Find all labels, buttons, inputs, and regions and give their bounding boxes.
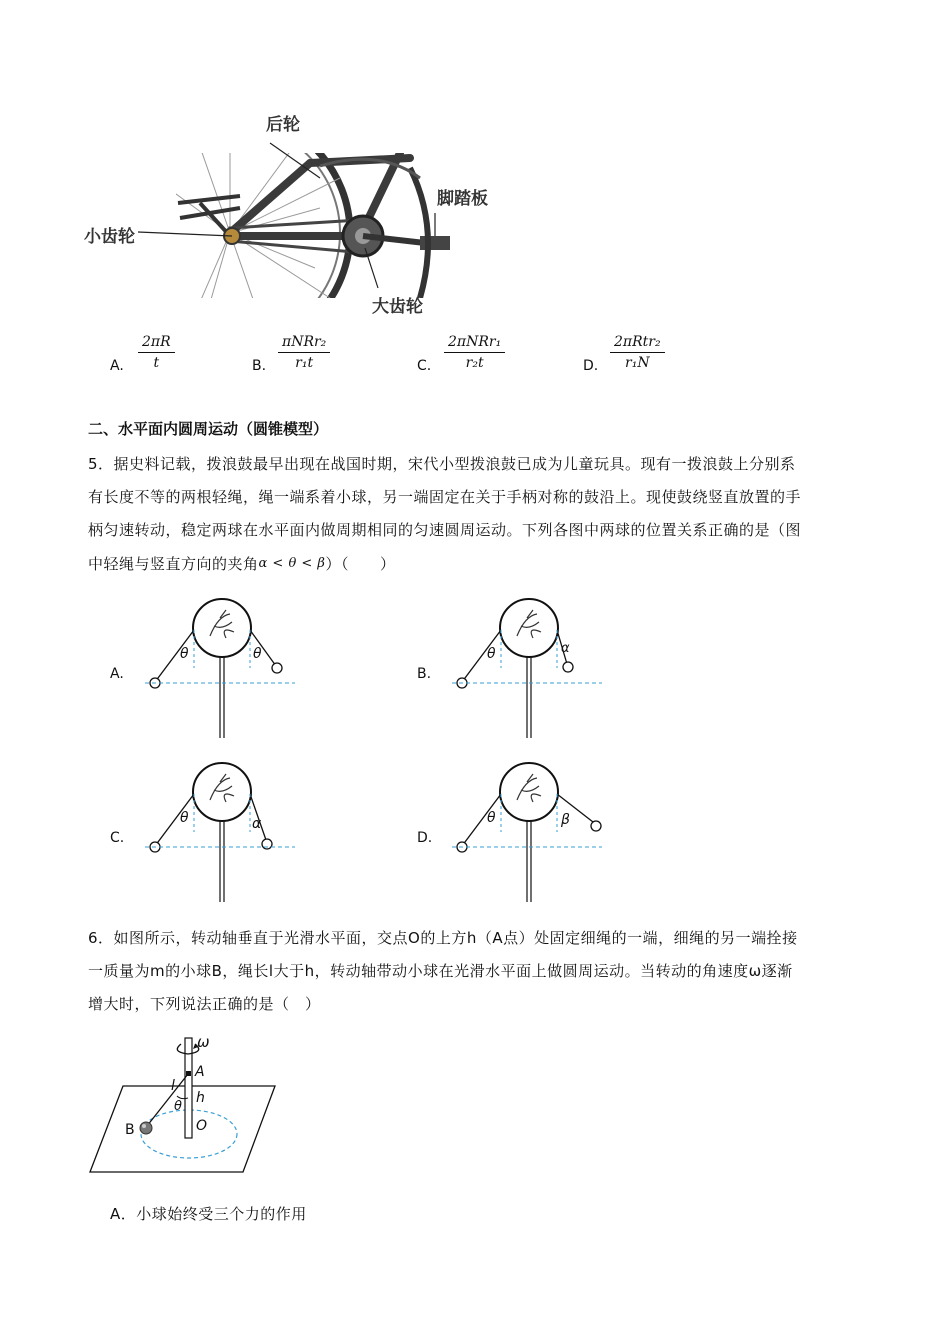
q4-option-d-num: 2πRtr₂ bbox=[610, 334, 665, 353]
q4-option-b-letter[interactable]: B. bbox=[252, 358, 267, 374]
q5-option-a-diagram bbox=[140, 596, 305, 741]
q5-option-d-letter[interactable]: D. bbox=[417, 830, 433, 846]
q5-d-left-angle: θ bbox=[487, 810, 496, 826]
q6-option-a[interactable]: A．小球始终受三个力的作用 bbox=[110, 1205, 307, 1223]
q5-d-right-angle: β bbox=[561, 812, 570, 828]
q5-option-c-letter[interactable]: C. bbox=[110, 830, 125, 846]
q6-text bbox=[88, 922, 868, 1021]
section-title: 二、水平面内圆周运动（圆锥模型） bbox=[88, 420, 329, 438]
q6-line-1: 6．如图所示，转动轴垂直于光滑水平面，交点O的上方h（A点）处固定细绳的一端，细绳的另一端拴接 bbox=[88, 929, 798, 947]
q5-b-left-angle: θ bbox=[487, 646, 496, 662]
q5-option-b-letter[interactable]: B. bbox=[417, 666, 432, 682]
q5-text bbox=[88, 448, 868, 581]
q5-line-4-post: ）（ ） bbox=[325, 555, 396, 573]
q6-theta-label: θ bbox=[174, 1099, 182, 1114]
q4-option-a-den: t bbox=[153, 355, 160, 371]
q5-a-right-angle: θ bbox=[253, 646, 262, 662]
q5-line-4-pre: 中轻绳与竖直方向的夹角 bbox=[88, 555, 259, 573]
q4-option-d-den: r₁N bbox=[625, 355, 650, 371]
q4-option-c-den: r₂t bbox=[465, 355, 484, 371]
q6-omega-label: ω bbox=[197, 1033, 210, 1051]
label-small-gear: 小齿轮 bbox=[84, 227, 135, 247]
q5-line-3: 柄匀速转动，稳定两球在水平面内做周期相同的匀速圆周运动。下列各图中两球的位置关系正确的是（图 bbox=[88, 521, 802, 539]
q5-angle-inequality: α < θ < β bbox=[258, 556, 326, 571]
q6-h-label: h bbox=[196, 1090, 205, 1106]
q4-option-c-num: 2πNRr₁ bbox=[444, 334, 505, 353]
q5-option-d-diagram bbox=[447, 760, 612, 905]
q6-line-3: 增大时，下列说法正确的是（ ） bbox=[88, 995, 321, 1013]
q6-line-2: 一质量为m的小球B，绳长l大于h，转动轴带动小球在光滑水平面上做圆周运动。当转动的角速度ω逐渐 bbox=[88, 962, 793, 980]
q4-option-a-letter[interactable]: A. bbox=[110, 358, 124, 374]
q5-c-left-angle: θ bbox=[180, 810, 189, 826]
q5-a-left-angle: θ bbox=[180, 646, 189, 662]
q4-option-c-fraction bbox=[444, 334, 505, 371]
q5-line-1: 5．据史料记载，拨浪鼓最早出现在战国时期，宋代小型拨浪鼓已成为儿童玩具。现有一拨浪鼓上分别系 bbox=[88, 455, 796, 473]
q6-point-o-label: O bbox=[196, 1118, 208, 1134]
q6-l-label: l bbox=[171, 1078, 175, 1094]
q4-option-a-num: 2πR bbox=[138, 334, 175, 353]
q6-diagram bbox=[85, 1030, 285, 1180]
q4-option-a-fraction bbox=[138, 334, 175, 371]
q6-point-a-label: A bbox=[195, 1064, 205, 1080]
q4-option-b-num: πNRr₂ bbox=[278, 334, 330, 353]
q5-b-right-angle: α bbox=[561, 641, 570, 656]
q5-option-b-diagram bbox=[447, 596, 612, 741]
q5-option-c-diagram bbox=[140, 760, 305, 905]
bicycle-figure bbox=[80, 108, 500, 323]
q5-line-4 bbox=[88, 547, 868, 581]
q4-option-d-letter[interactable]: D. bbox=[583, 358, 599, 374]
q5-line-2: 有长度不等的两根轻绳，绳一端系着小球，另一端固定在关于手柄对称的鼓沿上。现使鼓绕竖直放置的手 bbox=[88, 488, 802, 506]
q4-option-c-letter[interactable]: C. bbox=[417, 358, 432, 374]
label-big-gear: 大齿轮 bbox=[372, 297, 423, 317]
q4-option-d-fraction bbox=[610, 334, 665, 371]
bicycle-illustration bbox=[80, 108, 500, 323]
q4-option-b-den: r₁t bbox=[295, 355, 314, 371]
q6-ball-b-label: B bbox=[125, 1122, 135, 1138]
q4-option-b-fraction bbox=[278, 334, 330, 371]
q5-option-a-letter[interactable]: A. bbox=[110, 666, 124, 682]
label-rear-wheel: 后轮 bbox=[266, 115, 300, 135]
q5-c-right-angle: α bbox=[252, 816, 262, 832]
label-pedal: 脚踏板 bbox=[437, 189, 488, 209]
